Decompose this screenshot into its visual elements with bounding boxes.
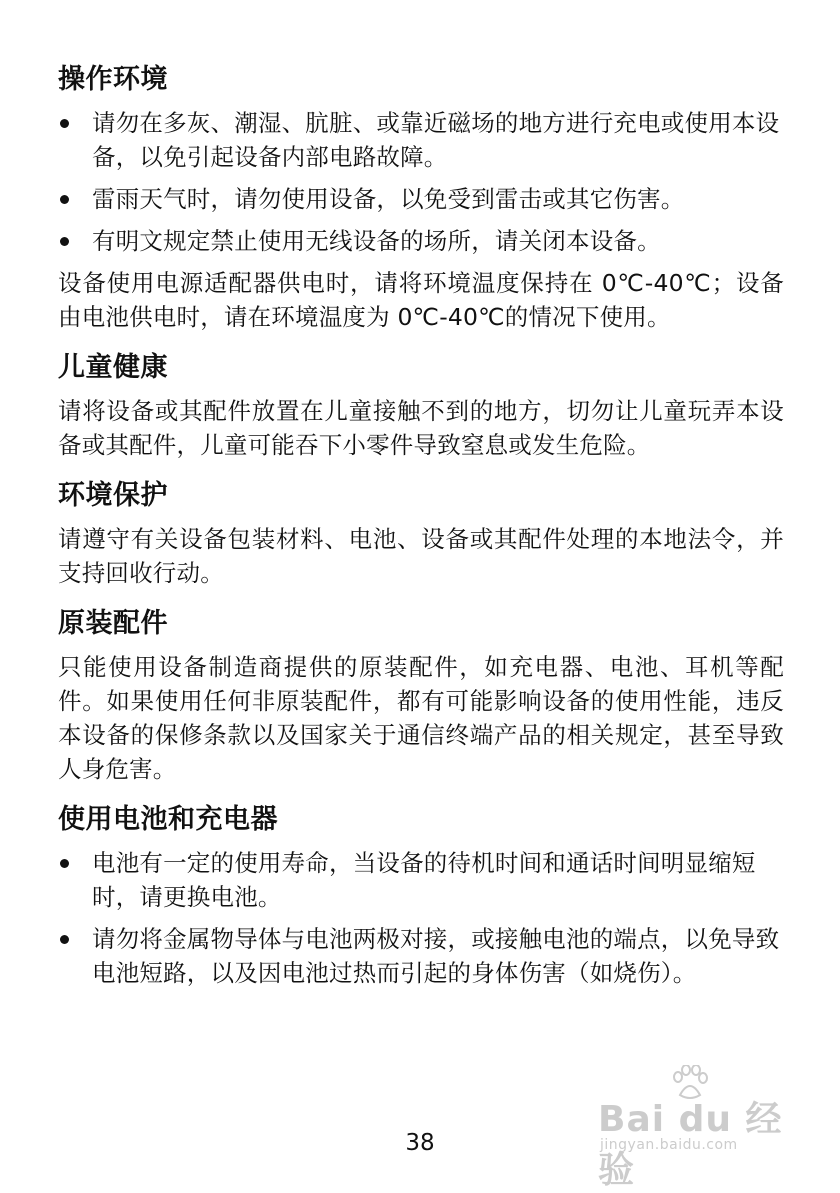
paragraph-child-health: 请将设备或其配件放置在儿童接触不到的地方，切勿让儿童玩弄本设备或其配件，儿童可能吞下小零件导致窒息或发生危险。	[58, 397, 784, 459]
section-title-battery-charger: 使用电池和充电器	[58, 804, 278, 835]
bullet-text: 雷雨天气时，请勿使用设备，以免受到雷击或其它伤害。	[92, 185, 685, 213]
bullet-text: 有明文规定禁止使用无线设备的场所，请关闭本设备。	[92, 227, 661, 255]
section-title-child-health: 儿童健康	[58, 352, 168, 383]
paragraph-original-accessories: 只能使用设备制造商提供的原装配件，如充电器、电池、耳机等配件。如果使用任何非原装配件，都有可能影响设备的使用性能，违反本设备的保修条款以及国家关于通信终端产品的相关规定，甚至导致人身危害。	[58, 653, 784, 783]
list-item	[58, 106, 784, 174]
bullet-dot-icon	[60, 237, 69, 246]
list-item	[58, 846, 784, 914]
bullet-dot-icon	[60, 195, 69, 204]
bullet-text: 请勿在多灰、潮湿、肮脏、或靠近磁场的地方进行充电或使用本设备，以免引起设备内部电路故障。	[92, 109, 780, 171]
paragraph-environment-protection: 请遵守有关设备包装材料、电池、设备或其配件处理的本地法令，并支持回收行动。	[58, 525, 784, 587]
watermark-logo: Bai du 经验	[598, 1099, 783, 1191]
bullet-dot-icon	[60, 859, 69, 868]
section-title-environment-protection: 环境保护	[58, 480, 168, 511]
bullet-text: 请勿将金属物导体与电池两极对接，或接触电池的端点，以免导致电池短路，以及因电池过热而引起的身体伤害（如烧伤）。	[92, 925, 780, 987]
list-item	[58, 182, 784, 216]
bullet-dot-icon	[60, 119, 69, 128]
manual-page	[58, 56, 784, 998]
page-number: 38	[405, 1130, 435, 1156]
list-item	[58, 224, 784, 258]
section-title-original-accessories: 原装配件	[58, 608, 168, 639]
list-item	[58, 922, 784, 990]
watermark-url: jingyan.baidu.com	[600, 1137, 738, 1153]
paragraph-temperature: 设备使用电源适配器供电时，请将环境温度保持在 0℃-40℃；设备由电池供电时，请在环境温度为 0℃-40℃的情况下使用。	[58, 269, 784, 331]
bullet-text: 电池有一定的使用寿命，当设备的待机时间和通话时间明显缩短时，请更换电池。	[92, 849, 756, 911]
section-title-operating-environment: 操作环境	[58, 64, 168, 95]
bullet-dot-icon	[60, 935, 69, 944]
bullet-list-battery-charger	[58, 846, 784, 990]
bullet-list-operating-environment	[58, 106, 784, 258]
